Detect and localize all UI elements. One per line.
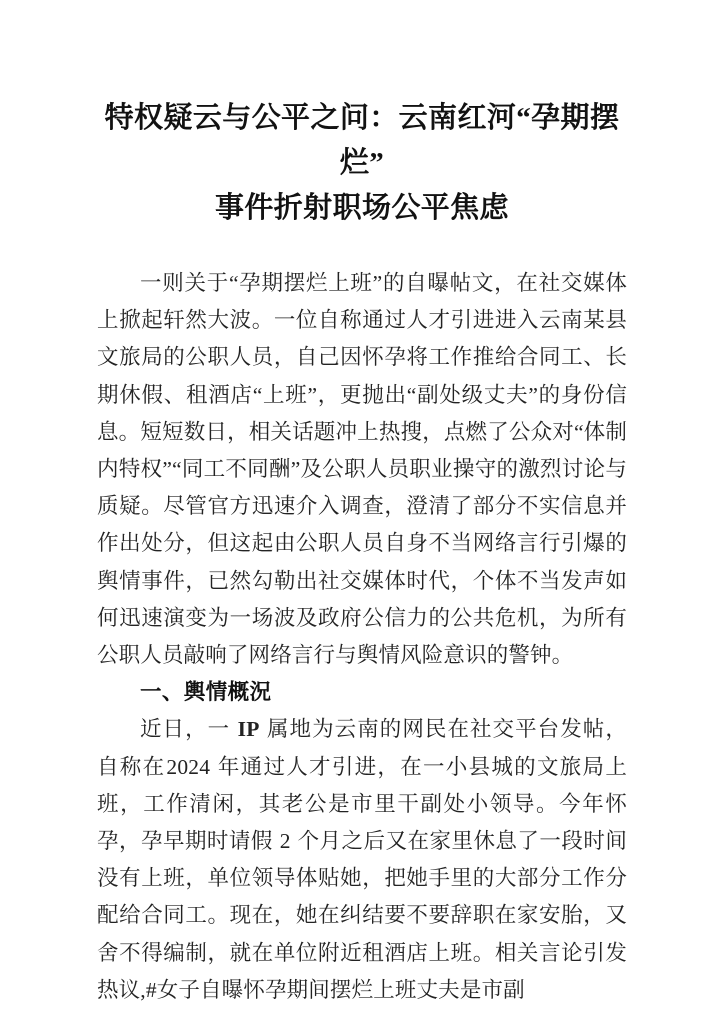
run-number-year: 2024 — [166, 754, 211, 779]
section-heading-1: 一、輿情概況 — [140, 680, 272, 705]
run-cjk-3: 年通过人才引进，在一小县城的文旅局上班，工作清闲，其老公是市里干副处小领导。今年怀孕，孕早期时请假 — [97, 754, 628, 854]
run-cjk-2: 属地为云南的网民在社交平台发帖，自称在 — [97, 717, 627, 779]
lede-paragraph: 一则关于“孕期摆烂上班”的自曝帖文，在社交媒体上掀起轩然大波。一位自称通过人才引进进入云南某县文旅局的公职人员，自己因怀孕将工作推给合同工、长期休假、租酒店“上班”，更抛出“副处级丈夫”的身份信息。短短数日，相关话题冲上热搜，点燃了公众对“体制内特权”“同工不同酬”及公职人员职业操守的激烈讨论与质疑。尽管官方迅速介入调查，澄清了部分不实信息并作出处分，但这起由公职人员自身不当网络言行引爆的舆情事件，已然勾勒出社交媒体时代，个体不当发声如何迅速演变为一场波及政府公信力的公共危机，为所有公职人员敲响了网络言行与舆情风险意识的警钟。 — [97, 271, 627, 668]
run-number-months: 2 — [279, 829, 291, 854]
run-cjk-4: 个月之后又在家里休息了一段时间没有上班，单位领导体贴她，把她手里的大部分工作分配给合同工。现在，她在纠结要不要辞职在家安胎，又舍不得编制，就在单位附近租酒店上班。相关言论引发热议,#女子自曝怀孕期间摆烂上班丈夫是市副 — [97, 829, 627, 1002]
run-latin-ip: IP — [237, 717, 260, 742]
section-1-paragraph — [97, 711, 627, 1009]
page-title — [97, 0, 627, 231]
run-cjk-1: 近日，一 — [140, 717, 237, 742]
page-title-line-1: 特权疑云与公平之问：云南红河“孕期摆烂” — [104, 102, 620, 179]
page-content-column — [97, 0, 627, 1009]
page-title-line-2: 事件折射职场公平焦虑 — [214, 192, 509, 224]
document-body — [97, 265, 627, 1009]
